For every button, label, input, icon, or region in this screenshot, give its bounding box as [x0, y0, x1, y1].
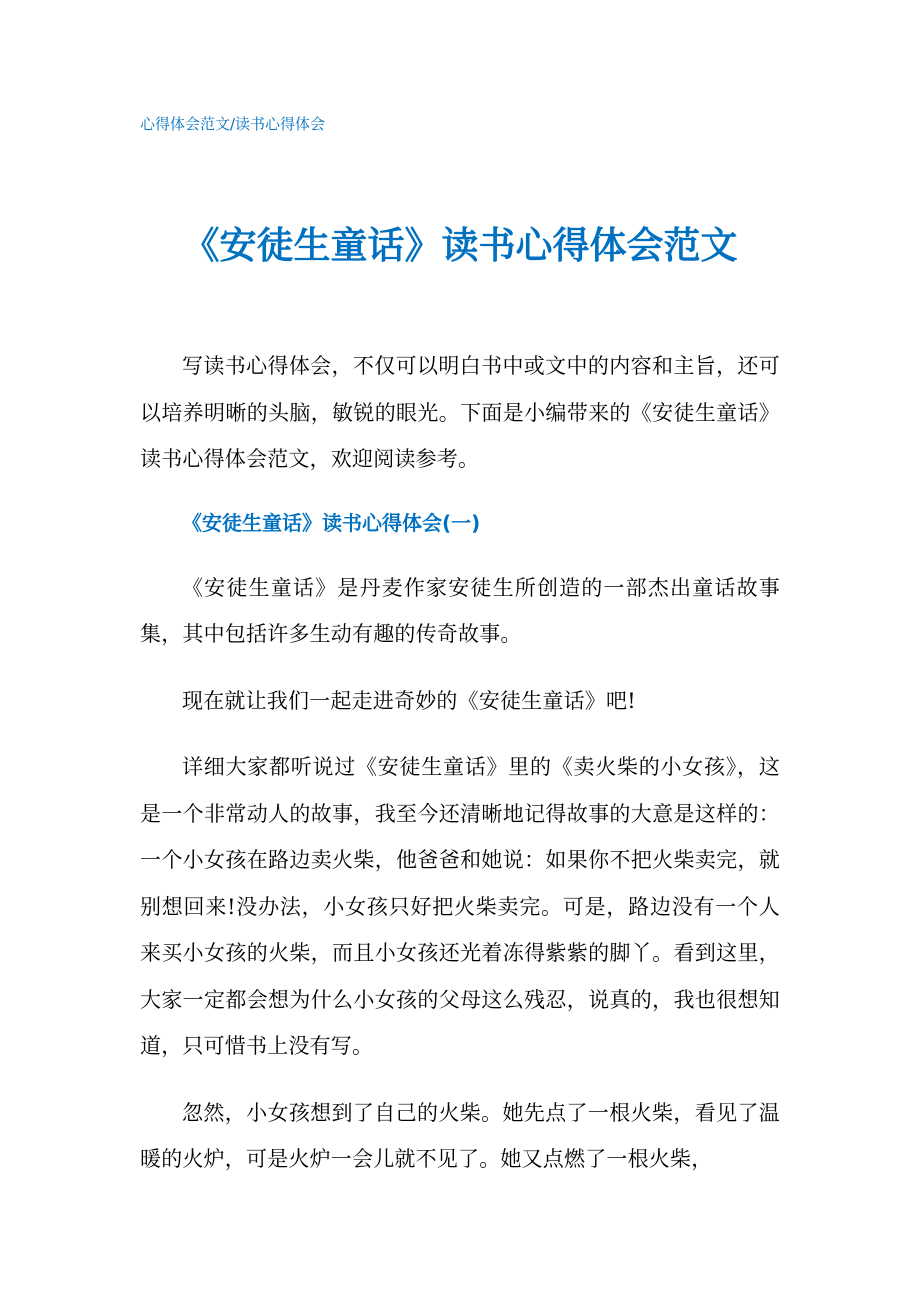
page-title: 《安徒生童话》读书心得体会范文	[182, 224, 738, 267]
body-paragraph: 忽然，小女孩想到了自己的火柴。她先点了一根火柴，看见了温暖的火炉，可是火炉一会儿就不见了。她又点燃了一根火柴，	[140, 1100, 780, 1171]
intro-paragraph: 写读书心得体会，不仅可以明白书中或文中的内容和主旨，还可以培养明晰的头脑，敏锐的眼光。下面是小编带来的《安徒生童话》读书心得体会范文，欢迎阅读参考。	[140, 354, 780, 471]
body-paragraph: 详细大家都听说过《安徒生童话》里的《卖火柴的小女孩》，这是一个非常动人的故事，我至今还清晰地记得故事的大意是这样的：一个小女孩在路边卖火柴，他爸爸和她说：如果你不把火柴卖完，就别想回来!没办法，小女孩只好把火柴卖完。可是，路边没有一个人来买小女孩的火柴，而且小女孩还光着冻得紫紫的脚丫。看到这里，大家一定都会想为什么小女孩的父母这么残忍，说真的，我也很想知道，只可惜书上没有写。	[140, 755, 780, 1058]
body-paragraph: 《安徒生童话》是丹麦作家安徒生所创造的一部杰出童话故事集，其中包括许多生动有趣的传奇故事。	[140, 575, 780, 646]
article-body	[140, 343, 780, 1203]
breadcrumb[interactable]: 心得体会范文/读书心得体会	[140, 115, 326, 133]
section-heading: 《安徒生童话》读书心得体会(一)	[182, 510, 481, 535]
body-paragraph: 现在就让我们一起走进奇妙的《安徒生童话》吧!	[182, 688, 636, 713]
